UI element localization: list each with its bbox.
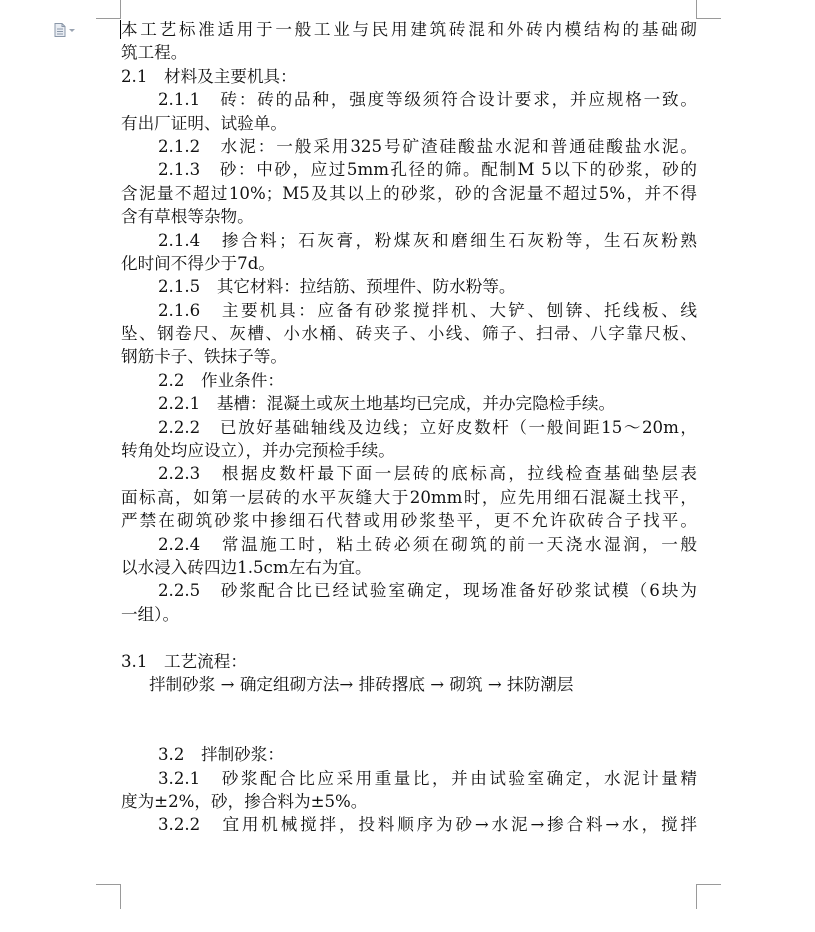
crop-mark-bottom-right	[696, 884, 721, 909]
paragraph-line: 钢筋卡子、铁抹子等。	[121, 347, 287, 367]
paragraph-line: 2.2.5 砂浆配合比已经试验室确定，现场准备好砂浆试模（6块为	[158, 581, 697, 601]
paragraph-line: 2.2.1 基槽：混凝土或灰土地基均已完成，并办完隐检手续。	[158, 394, 616, 414]
paragraph-line: 2.2.3 根据皮数杆最下面一层砖的底标高，拉线检查基础垫层表	[158, 464, 697, 484]
paragraph-line: 3.2.2 宜用机械搅拌，投料顺序为砂→水泥→掺合料→水，搅拌	[158, 815, 697, 835]
paragraph-line: 以水浸入砖四边1.5cm左右为宜。	[121, 557, 372, 577]
paragraph-line: 含泥量不超过10%；M5及其以上的砂浆，砂的含泥量不超过5%，并不得	[121, 183, 697, 203]
blank-line	[121, 720, 697, 743]
paragraph-line: 本工艺标准适用于一般工业与民用建筑砖混和外砖内模结构的基础砌	[121, 20, 697, 39]
paragraph-line: 2.1.2 水泥：一般采用325号矿渣硅酸盐水泥和普通硅酸盐水泥。	[158, 136, 697, 156]
crop-mark-top-left	[96, 0, 121, 19]
document-icon[interactable]	[54, 22, 76, 36]
paragraph-line: 2.1.4 掺合料；石灰膏，粉煤灰和磨细生石灰粉等，生石灰粉熟	[158, 230, 697, 250]
paragraph-line: 坠、钢卷尺、灰槽、小水桶、砖夹子、小线、筛子、扫帚、八字靠尺板、	[121, 324, 697, 344]
paragraph-line: 2.1.1 砖：砖的品种，强度等级须符合设计要求，并应规格一致。	[158, 90, 697, 110]
paragraph-line: 2.2 作业条件：	[158, 370, 284, 390]
paragraph-line: 3.2.1 砂浆配合比应采用重量比，并由试验室确定，水泥计量精	[158, 768, 697, 788]
paragraph-line: 拌制砂浆 → 确定组砌方法→ 排砖撂底 → 砌筑 → 抹防潮层	[149, 674, 574, 694]
blank-line	[121, 626, 697, 649]
paragraph-line: 度为±2%，砂，掺合料为±5%。	[121, 791, 368, 811]
paragraph-line: 3.2 拌制砂浆：	[158, 745, 284, 765]
paragraph-line: 含有草根等杂物。	[121, 207, 254, 227]
paragraph-line: 2.2.4 常温施工时，粘土砖必须在砌筑的前一天浇水湿润，一般	[158, 534, 697, 554]
document-dropdown-icon	[54, 23, 76, 37]
paragraph-line: 化时间不得少于7d。	[121, 253, 275, 273]
paragraph-line: 2.2.2 已放好基础轴线及边线；立好皮数杆（一般间距15～20m，	[158, 417, 697, 437]
paragraph-line: 2.1.5 其它材料：拉结筋、预埋件、防水粉等。	[158, 277, 516, 297]
paragraph-line: 2.1.3 砂：中砂，应过5mm孔径的筛。配制M 5以下的砂浆，砂的	[158, 160, 697, 180]
crop-mark-top-right	[696, 0, 721, 19]
paragraph-line: 筑工程。	[121, 43, 188, 63]
paragraph-line: 面标高，如第一层砖的水平灰缝大于20mm时，应先用细石混凝土找平，	[121, 487, 697, 507]
crop-mark-bottom-left	[96, 884, 121, 909]
blank-line	[121, 696, 697, 719]
paragraph-line: 3.1 工艺流程：	[121, 651, 247, 671]
paragraph-line: 2.1 材料及主要机具：	[121, 66, 297, 86]
paragraph-line: 转角处均应设立），并办完预检手续。	[121, 441, 395, 461]
paragraph-line: 严禁在砌筑砂浆中掺细石代替或用砂浆垫平，更不允许砍砖合子找平。	[121, 511, 697, 531]
paragraph-line: 2.1.6 主要机具：应备有砂浆搅拌机、大铲、刨锛、托线板、线	[158, 300, 697, 320]
document-page[interactable]	[121, 18, 697, 837]
paragraph-line: 一组）。	[121, 604, 180, 624]
paragraph-line: 有出厂证明、试验单。	[121, 113, 287, 133]
